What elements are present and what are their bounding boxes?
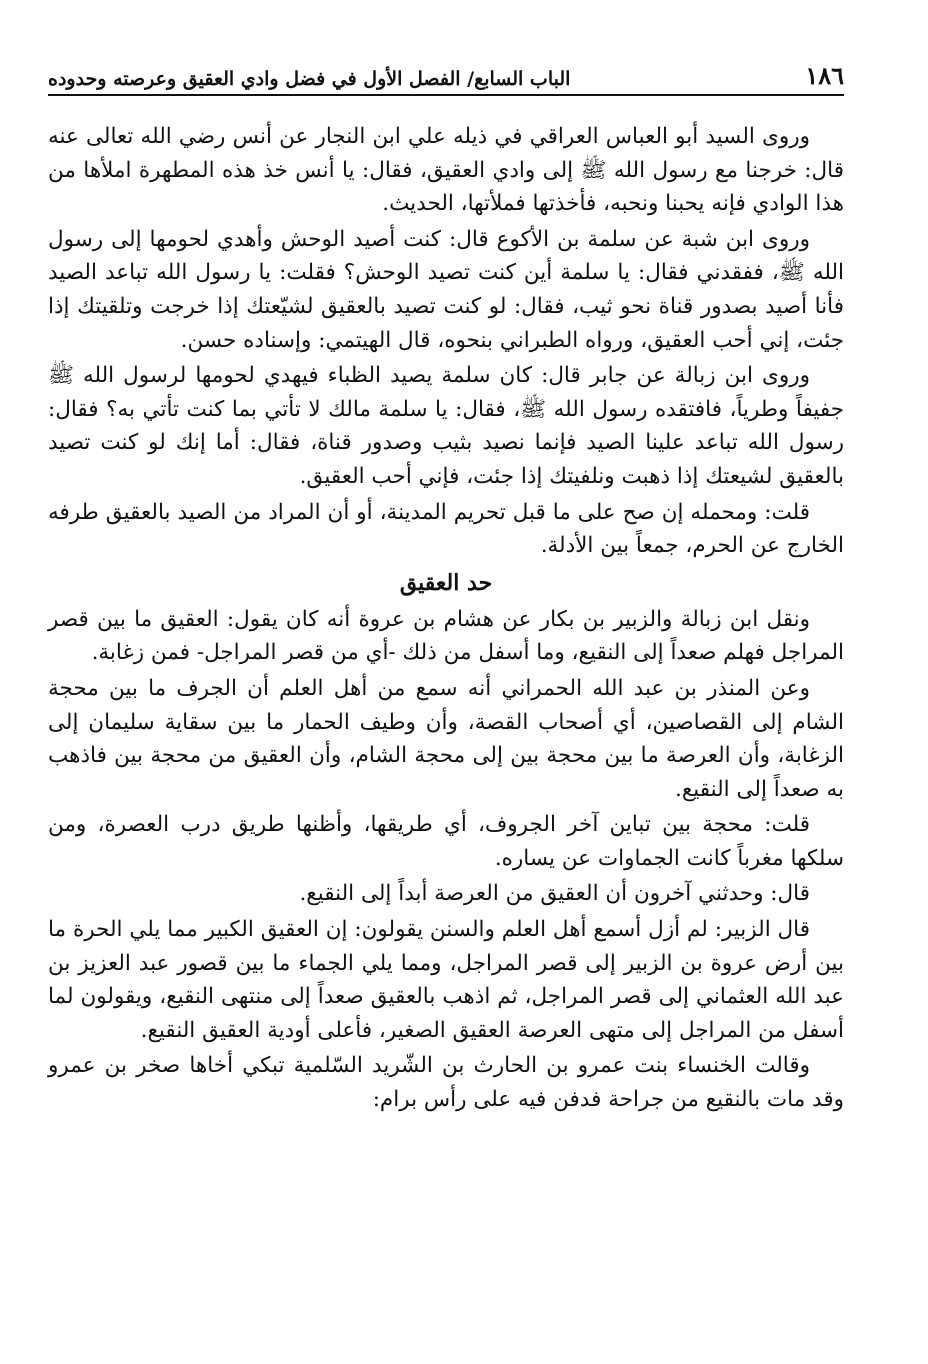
paragraph: وروى السيد أبو العباس العراقي في ذيله علي ابن النجار عن أنس رضي الله تعالى عنه قال: خرجنا مع رسول الله ﷺ إلى وادي العقيق، فقال: يا أنس خذ هذه المطهرة املأها من هذا الوادي فإنه يحبنا ونحبه، فأخذتها فملأتها، الحديث. xyxy=(48,124,844,217)
page-number: ١٨٦ xyxy=(805,61,844,90)
chapter-title: الباب السابع/ الفصل الأول في فضل وادي العقيق وعرصته وحدوده xyxy=(48,68,571,90)
paragraph: قال الزبير: لم أزل أسمع أهل العلم والسنن يقولون: إن العقيق الكبير مما يلي الحرة ما بين أرض عروة بن الزبير إلى قصر المراجل، ومما يلي الجماء ما بين قصور عبد العزيز بن عبد الله العثماني إلى قصر المراجل، ثم اذهب بالعقيق صعداً إلى منتهى النقيع، ويقولون لما أسفل من المراجل إلى متهى العرصة العقيق الصغير، فأعلى أودية العقيق النقيع. xyxy=(48,917,844,1043)
paragraph: قال: وحدثني آخرون أن العقيق من العرصة أبداً إلى النقيع. xyxy=(299,881,810,907)
section-heading: حد العقيق xyxy=(399,569,493,596)
body-text xyxy=(48,120,844,1117)
paragraph: قلت: محجة بين تباين آخر الجروف، أي طريقها، وأظنها طريق درب العصرة، ومن سلكها مغرباً كانت الجماوات عن يساره. xyxy=(48,812,844,871)
paragraph: ونقل ابن زبالة والزبير بن بكار عن هشام بن عروة أنه كان يقول: العقيق ما بين قصر المراجل فهلم صعداً إلى النقيع، وما أسفل من ذلك -أي من قصر المراجل- فمن زغابة. xyxy=(48,606,844,666)
book-page xyxy=(48,54,844,1119)
paragraph: وروى ابن زبالة عن جابر قال: كان سلمة يصيد الظباء فيهدي لحومها لرسول الله ﷺ جفيفاً وطرياً، فافتقده رسول الله ﷺ، فقال: يا سلمة مالك لا تأتي بما كنت تأتي به؟ فقال: رسول الله تباعد علينا الصيد فإنما نصيد بثيب وصدور قناة، فقال: أما إنك لو كنت تصيد بالعقيق لشيعتك إذا ذهبت ونلفيتك إذا جئت، فإني أحب العقيق. xyxy=(48,363,844,489)
paragraph: وروى ابن شبة عن سلمة بن الأكوع قال: كنت أصيد الوحش وأهدي لحومها إلى رسول الله ﷺ، ففقدني فقال: يا سلمة أين كنت تصيد الوحش؟ فقلت: يا رسول الله تباعد الصيد فأنا أصيد بصدور قناة نحو ثيب، فقال: لو كنت تصيد بالعقيق لشيّعتك إذا خرجت وتلقيتك إذا جئت، إني أحب العقيق، ورواه الطبراني بنحوه، قال الهيتمي: وإسناده حسن. xyxy=(48,226,844,353)
paragraph: قلت: ومحمله إن صح على ما قبل تحريم المدينة، أو أن المراد من الصيد بالعقيق طرفه الخارج عن الحرم، جمعاً بين الأدلة. xyxy=(48,499,844,559)
running-header xyxy=(48,54,844,96)
paragraph: وعن المنذر بن عبد الله الحمراني أنه سمع من أهل العلم أن الجرف ما بين محجة الشام إلى القصاصين، أي أصحاب القصة، وأن وطيف الحمار ما بين سقاية سليمان إلى الزغابة، وأن العرصة ما بين محجة بين إلى محجة الشام، وأن العقيق من محجة بين فاذهب به صعداً إلى النقيع. xyxy=(48,675,844,802)
paragraph: وقالت الخنساء بنت عمرو بن الحارث بن الشّريد السّلمية تبكي أخاها صخر بن عمرو وقد مات بالنقيع من جراحة فدفن فيه على رأس برام: xyxy=(48,1053,844,1113)
